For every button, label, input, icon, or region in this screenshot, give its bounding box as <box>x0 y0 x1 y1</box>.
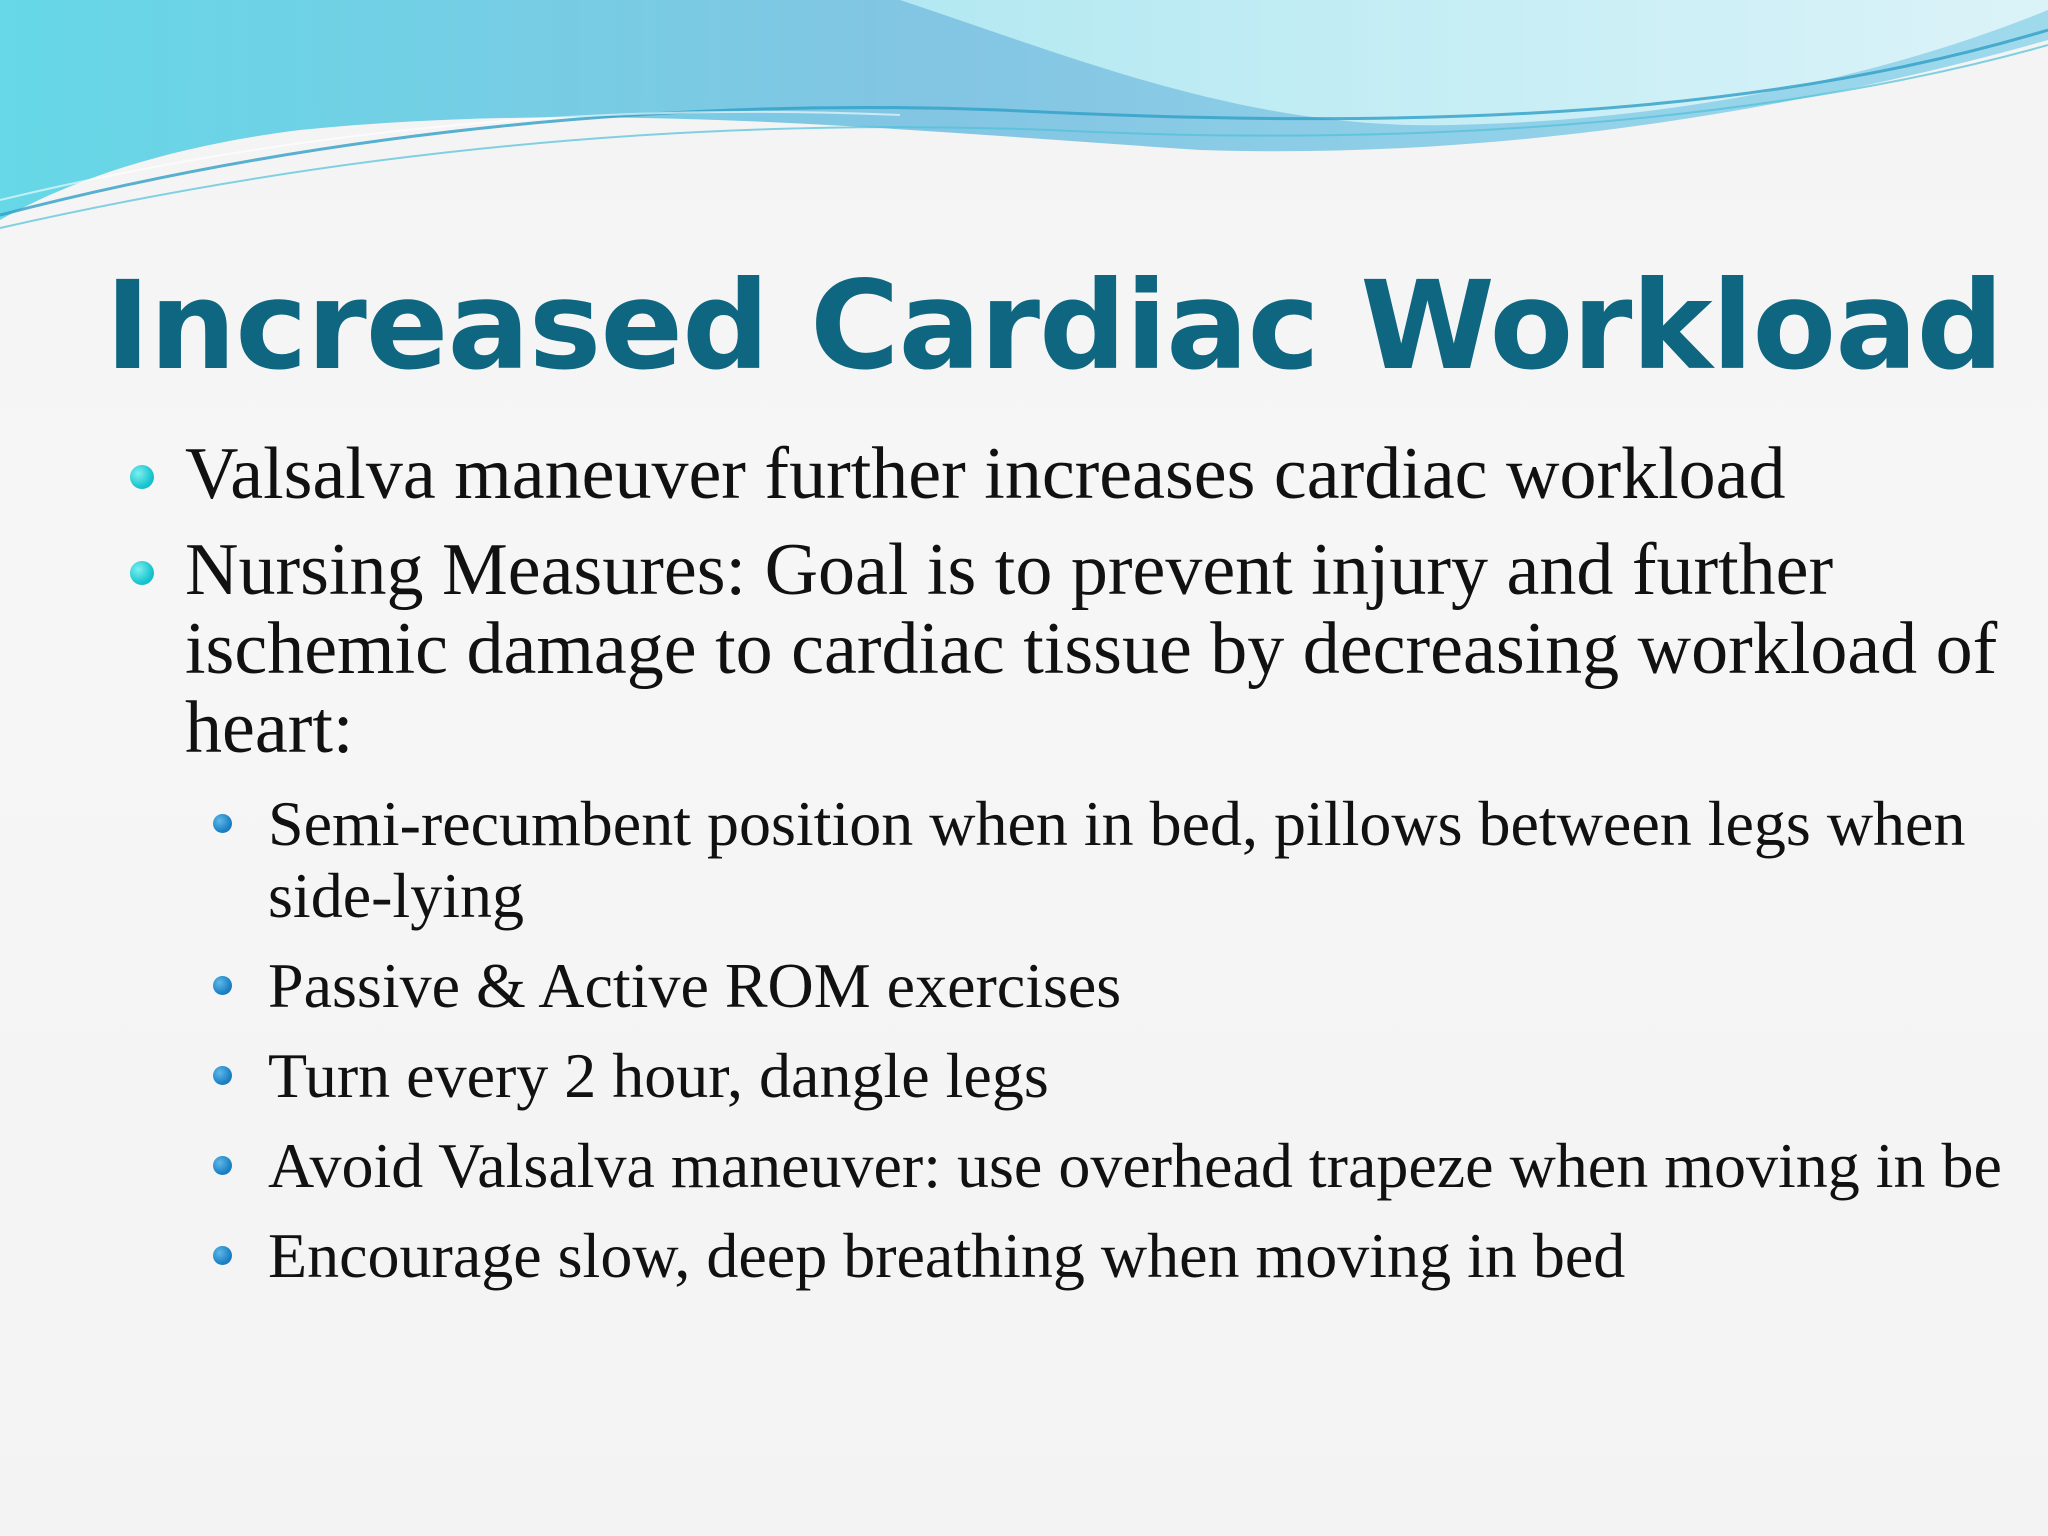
sub-bullet-dot-icon <box>213 814 232 833</box>
bullet-item <box>130 435 2010 514</box>
bullet-list <box>130 435 2010 1292</box>
sub-bullet-dot-icon <box>213 1066 232 1085</box>
sub-bullet-text: Avoid Valsalva maneuver: use overhead trapeze when moving in be <box>268 1130 2002 1201</box>
bullet-dot-icon <box>130 465 154 489</box>
sub-bullet-item <box>213 1040 2010 1112</box>
sub-bullet-item <box>213 788 2010 932</box>
bullet-dot-icon <box>130 561 154 585</box>
sub-bullet-text: Turn every 2 hour, dangle legs <box>268 1040 1049 1111</box>
sub-bullet-item <box>213 1130 2010 1202</box>
sub-bullet-text: Encourage slow, deep breathing when moving in bed <box>268 1220 1626 1291</box>
sub-bullet-dot-icon <box>213 1156 232 1175</box>
header-wave-decoration <box>0 0 2048 260</box>
sub-bullet-dot-icon <box>213 1246 232 1265</box>
sub-bullet-list <box>213 788 2010 1292</box>
sub-bullet-dot-icon <box>213 976 232 995</box>
bullet-item <box>130 531 2010 1292</box>
sub-bullet-item <box>213 1220 2010 1292</box>
slide-title: Increased Cardiac Workload <box>105 255 2003 397</box>
bullet-text: Nursing Measures: Goal is to prevent injury and further ischemic damage to cardiac tissue by decreasing workload of heart: <box>185 529 1998 769</box>
sub-bullet-item <box>213 950 2010 1022</box>
slide-content <box>130 435 2010 1310</box>
sub-bullet-text: Passive & Active ROM exercises <box>268 950 1122 1021</box>
sub-bullet-text: Semi-recumbent position when in bed, pillows between legs when side-lying <box>268 788 1966 931</box>
bullet-text: Valsalva maneuver further increases cardiac workload <box>185 433 1786 515</box>
